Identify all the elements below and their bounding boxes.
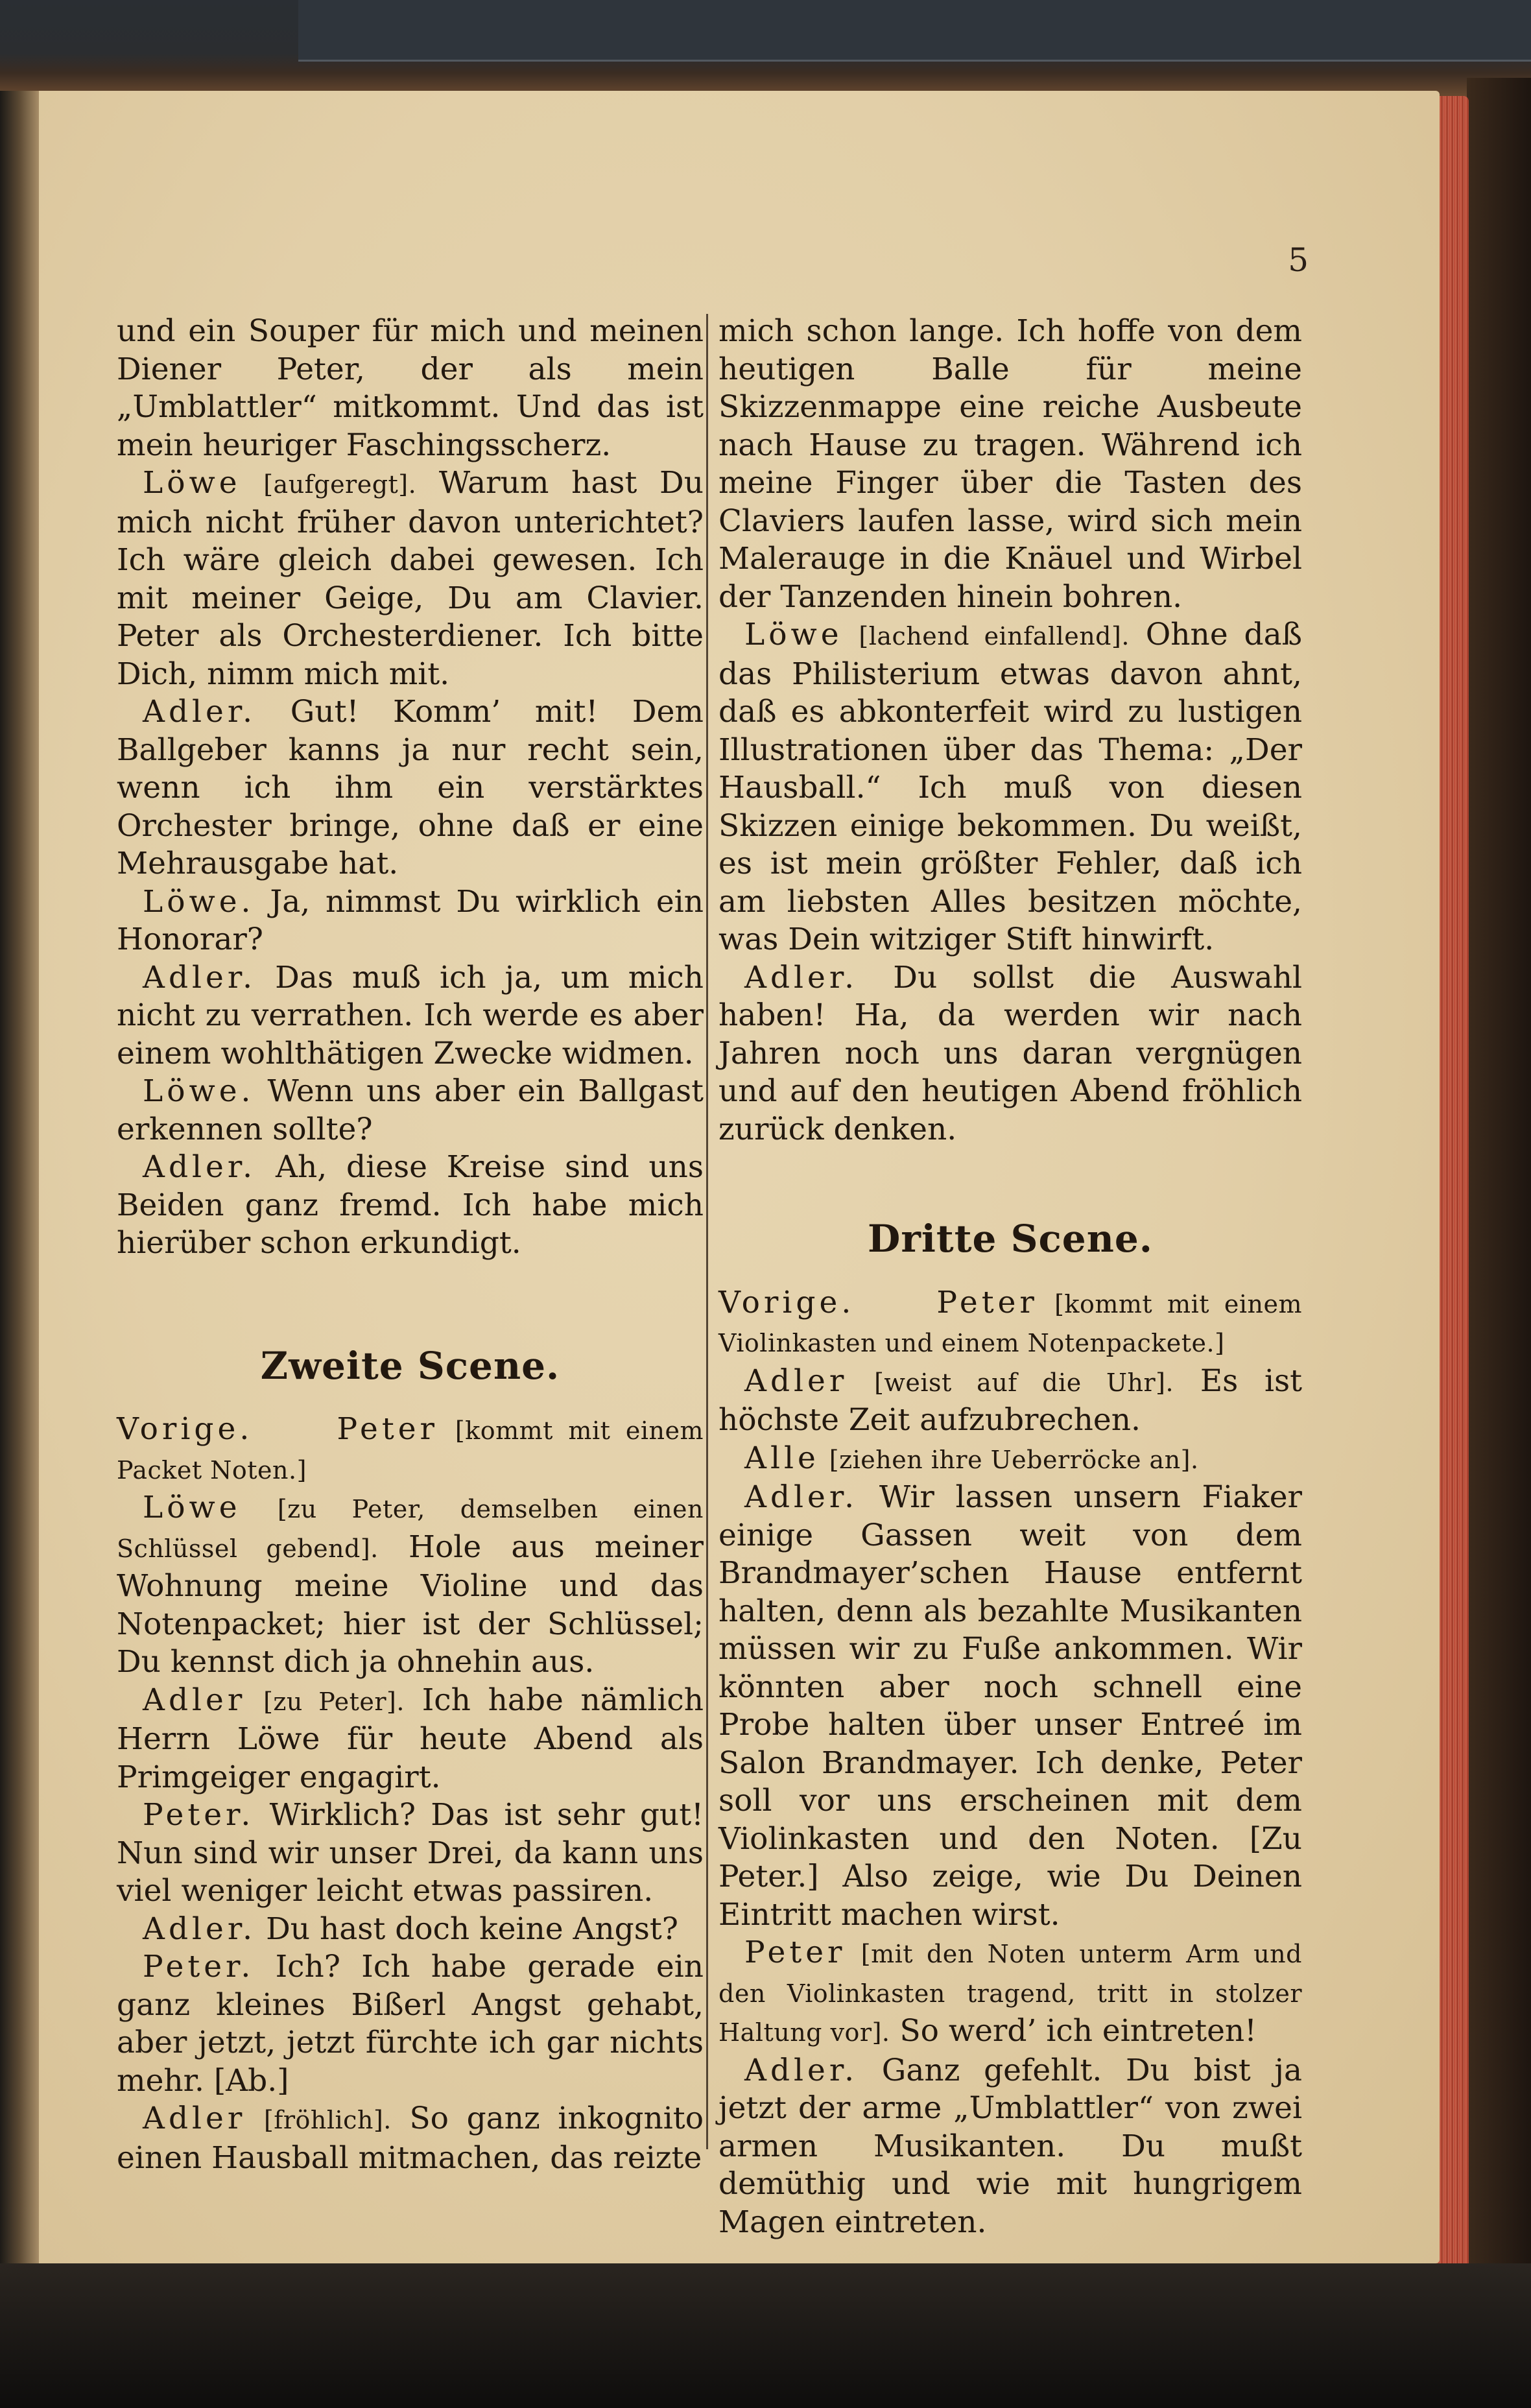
dialogue-paragraph	[718, 313, 1302, 616]
scene-three-paragraphs	[718, 1363, 1302, 2242]
shelf-background	[298, 0, 1531, 62]
dialogue-text: Ja, nimmst Du wirklich ein Honorar?	[117, 883, 704, 957]
speaker-name: Löwe	[143, 1490, 241, 1525]
speaker-name: Adler.	[744, 2052, 859, 2088]
speaker-name: Adler.	[143, 1911, 257, 1947]
dialogue-text: So werd’ ich eintreten!	[899, 2013, 1257, 2049]
dialogue-paragraph	[117, 1489, 704, 1682]
dialogue-paragraph	[718, 959, 1302, 1149]
dialogue-paragraph	[117, 313, 704, 464]
left-column-paragraphs	[117, 313, 704, 1263]
dialogue-text: Wenn uns aber ein Ballgast erkennen sollte?	[117, 1073, 704, 1147]
page-gutter	[0, 91, 39, 2263]
right-column	[718, 313, 1302, 2241]
speaker-name: Peter	[744, 1935, 846, 1970]
dialogue-text: Ich habe nämlich Herrn Löwe für heute Abend als Primgeiger engagirt.	[117, 1682, 704, 1795]
dialogue-paragraph	[718, 1440, 1302, 1479]
dialogue-text: Wir lassen unsern Fiaker einige Gassen weit von dem Brandmayer’schen Hause entfernt halten, denn als bezahlte Musikanten müssen wir zu Fuße ankommen. Wir könnten aber noch schnell eine Probe halten über unser Entreé im Salon Brandmayer. Ich denke, Peter soll vor uns erscheinen mit dem Violinkasten und den Noten. [Zu Peter.] Also zeige, wie Du Deinen Eintritt machen wirst.	[718, 1479, 1302, 1933]
entry-name: Peter	[936, 1284, 1038, 1320]
right-column-paragraphs	[718, 313, 1302, 1149]
dialogue-paragraph	[117, 1796, 704, 1911]
stage-direction: [zu Peter].	[263, 1687, 405, 1716]
speaker-name: Peter.	[143, 1797, 255, 1833]
speaker-name: Löwe.	[143, 1073, 255, 1109]
dialogue-text: und ein Souper für mich und meinen Diener Peter, der als mein „Umblattler“ mitkommt. Und das ist mein heuriger Faschingsscherz.	[117, 313, 704, 463]
speaker-name: Adler.	[143, 959, 257, 995]
dialogue-paragraph	[718, 1934, 1302, 2052]
dialogue-text: Du sollst die Auswahl haben! Ha, da werden wir nach Jahren noch uns daran vergnügen und auf den heutigen Abend fröhlich zurück denken.	[718, 959, 1302, 1147]
dialogue-paragraph	[117, 1149, 704, 1263]
dialogue-text: So ganz inkognito einen Hausball mitmachen, das reizte	[117, 2101, 704, 2176]
dialogue-text: Ich? Ich habe gerade ein ganz kleines Bißerl Angst gehabt, aber jetzt, jetzt fürchte ich gar nichts mehr. [Ab.]	[117, 1949, 704, 2099]
dialogue-paragraph	[117, 959, 704, 1073]
dialogue-paragraph	[718, 616, 1302, 959]
scene-three-entry	[718, 1284, 1302, 1363]
dialogue-paragraph	[117, 2100, 704, 2177]
stage-direction: [fröhlich].	[263, 2106, 392, 2134]
scene-three-heading: Dritte Scene.	[868, 1217, 1153, 1261]
dialogue-paragraph	[117, 1911, 704, 1949]
dialogue-paragraph	[718, 2052, 1302, 2242]
stage-direction: [ziehen ihre Ueberröcke an].	[829, 1445, 1199, 1474]
entry-stage-direction: [kommt mit einem Violinkasten und einem Notenpackete.]	[718, 1289, 1302, 1357]
stage-direction: [aufgeregt].	[263, 470, 417, 499]
page-number: 5	[1288, 241, 1309, 279]
dialogue-paragraph	[117, 1073, 704, 1149]
speaker-name: Peter.	[143, 1949, 255, 1985]
dialogue-text: Warum hast Du mich nicht früher davon unterichtet? Ich wäre gleich dabei gewesen. Ich mit meiner Geige, Du am Clavier. Peter als Orchesterdiener. Ich bitte Dich, nimm mich mit.	[117, 465, 704, 692]
dialogue-paragraph	[117, 464, 704, 693]
dialogue-paragraph	[117, 693, 704, 883]
speaker-name: Adler	[744, 1363, 848, 1399]
dialogue-paragraph	[718, 1479, 1302, 1934]
speaker-name: Löwe	[744, 617, 843, 652]
scene-two-heading: Zweite Scene.	[260, 1343, 560, 1388]
entry-name: Peter	[337, 1411, 438, 1447]
book-cover-edge	[1467, 78, 1531, 2322]
dialogue-text: Ohne daß das Philisterium etwas davon ahnt, daß es abkonterfeit wird zu lustigen Illustrationen über das Thema: „Der Hausball.“ Ich muß von diesen Skizzen einige bekommen. Du weißt, es ist mein größter Fehler, daß ich am liebsten Alles besitzen möchte, was Dein witziger Stift hinwirft.	[718, 617, 1302, 957]
stage-direction: [mit den Noten unterm Arm und den Violinkasten tragend, tritt in stolzer Haltung vor].	[718, 1940, 1302, 2047]
speaker-name: Adler.	[744, 959, 859, 995]
book-bottom-edge	[0, 2263, 1531, 2408]
scene-two-paragraphs	[117, 1489, 704, 2177]
stage-direction: [weist auf die Uhr].	[874, 1368, 1174, 1397]
speaker-name: Adler.	[143, 694, 257, 730]
dialogue-text: Du hast doch keine Angst?	[266, 1911, 678, 1947]
dialogue-text: Ah, diese Kreise sind uns Beiden ganz fremd. Ich habe mich hierüber schon erkundigt.	[117, 1149, 704, 1261]
speaker-name: Adler.	[143, 1149, 257, 1185]
speaker-name: Löwe.	[143, 883, 255, 920]
stage-direction: [zu Peter, demselben einen Schlüssel gebend].	[117, 1495, 704, 1563]
dialogue-paragraph	[117, 883, 704, 959]
speaker-name: Adler	[143, 2101, 246, 2136]
speaker-name: Löwe	[143, 465, 241, 501]
entry-speaker: Vorige.	[718, 1284, 855, 1320]
speaker-name: Alle	[744, 1440, 820, 1476]
dialogue-paragraph	[718, 1363, 1302, 1440]
speaker-name: Adler	[143, 1682, 246, 1718]
stage-direction: [lachend einfallend].	[859, 622, 1130, 650]
speaker-name: Adler.	[744, 1479, 859, 1515]
dialogue-text: Hole aus meiner Wohnung meine Violine und das Notenpacket; hier ist der Schlüssel; Du kennst dich ja ohnehin aus.	[117, 1529, 704, 1680]
book-top-edge	[0, 0, 1531, 97]
dialogue-text: Das muß ich ja, um mich nicht zu verrathen. Ich werde es aber einem wohlthätigen Zwecke widmen.	[117, 959, 704, 1071]
entry-stage-direction: [kommt mit einem Packet Noten.]	[117, 1416, 704, 1484]
scene-two-entry	[117, 1411, 704, 1489]
dialogue-text: Ganz gefehlt. Du bist ja jetzt der arme „Umblattler“ von zwei armen Musikanten. Du mußt demüthig und wie mit hungrigem Magen eintreten.	[718, 2052, 1302, 2240]
dialogue-paragraph	[117, 1682, 704, 1797]
entry-speaker: Vorige.	[117, 1411, 254, 1447]
dialogue-text: Wirklich? Das ist sehr gut! Nun sind wir unser Drei, da kann uns viel weniger leicht etwas passiren.	[117, 1797, 704, 1909]
dialogue-paragraph	[117, 1948, 704, 2100]
dialogue-text: mich schon lange. Ich hoffe von dem heutigen Balle für meine Skizzenmappe eine reiche Ausbeute nach Hause zu tragen. Während ich meine Finger über die Tasten des Claviers laufen lasse, wird sich mein Malerauge in die Knäuel und Wirbel der Tanzenden hinein bohren.	[718, 313, 1302, 615]
dialogue-text: Gut! Komm’ mit! Dem Ballgeber kanns ja nur recht sein, wenn ich ihm ein verstärktes Orchester bringe, ohne daß er eine Mehrausgabe hat.	[117, 694, 704, 881]
column-rule	[706, 314, 708, 2149]
left-column	[117, 313, 704, 2177]
dialogue-text: Es ist höchste Zeit aufzubrechen.	[718, 1363, 1302, 1438]
